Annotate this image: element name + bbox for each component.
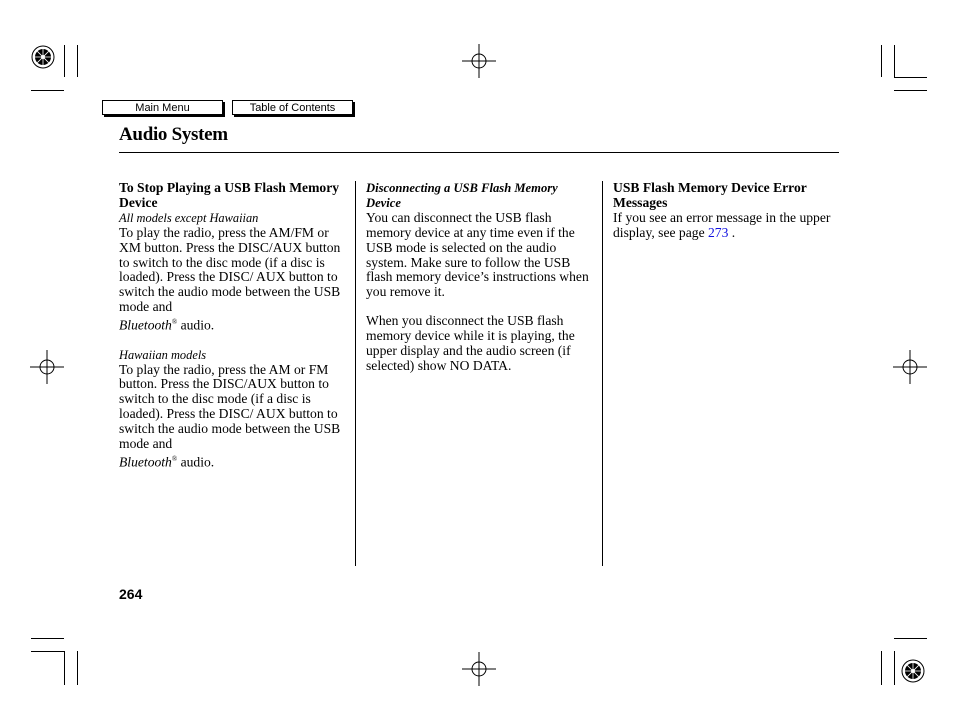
sunburst-registration-icon (901, 659, 925, 683)
model-note: Hawaiian models (119, 347, 207, 362)
body-paragraph: When you disconnect the USB flash memory device while it is playing, the upper display and the audio screen (if selected) show NO DATA. (366, 313, 575, 373)
registration-target-icon (462, 44, 496, 78)
table-of-contents-button[interactable]: Table of Contents (232, 100, 353, 115)
main-menu-button[interactable]: Main Menu (102, 100, 223, 115)
title-rule (119, 152, 839, 153)
body-paragraph: If you see an error message in the upper display, see page 273 . (613, 209, 831, 240)
registration-target-icon (30, 350, 64, 384)
sunburst-registration-icon (31, 45, 55, 69)
page-273-link[interactable]: 273 (708, 224, 729, 240)
page-title: Audio System (119, 124, 228, 145)
section-heading: USB Flash Memory Device Error Messages (613, 180, 807, 210)
model-note: All models except Hawaiian (119, 210, 259, 225)
body-paragraph: To play the radio, press the AM/FM or XM button. Press the DISC/AUX button to switch to the disc mode (if a disc is loaded). Press the DISC/ AUX button to switch the audio mode between the USB mode and Bluetooth® audio. (119, 224, 341, 333)
column-stop-playing (119, 181, 345, 470)
page-number: 264 (119, 586, 143, 602)
body-paragraph: You can disconnect the USB flash memory device at any time even if the USB mode is selected on the audio system. Make sure to follow the USB flash memory device’s instructions when you remove it. (366, 209, 589, 300)
registration-target-icon (462, 652, 496, 686)
body-paragraph: To play the radio, press the AM or FM button. Press the DISC/AUX button to switch to the disc mode (if a disc is loaded). Press the DISC/ AUX button to switch the audio mode between the USB mode and Bluetooth® audio. (119, 361, 341, 470)
registration-target-icon (893, 350, 927, 384)
column-disconnecting (366, 181, 594, 374)
column-divider (602, 181, 603, 566)
section-heading: Disconnecting a USB Flash Memory Device (366, 181, 558, 210)
column-error-messages (613, 181, 839, 241)
section-heading: To Stop Playing a USB Flash Memory Device (119, 180, 340, 210)
column-divider (355, 181, 356, 566)
